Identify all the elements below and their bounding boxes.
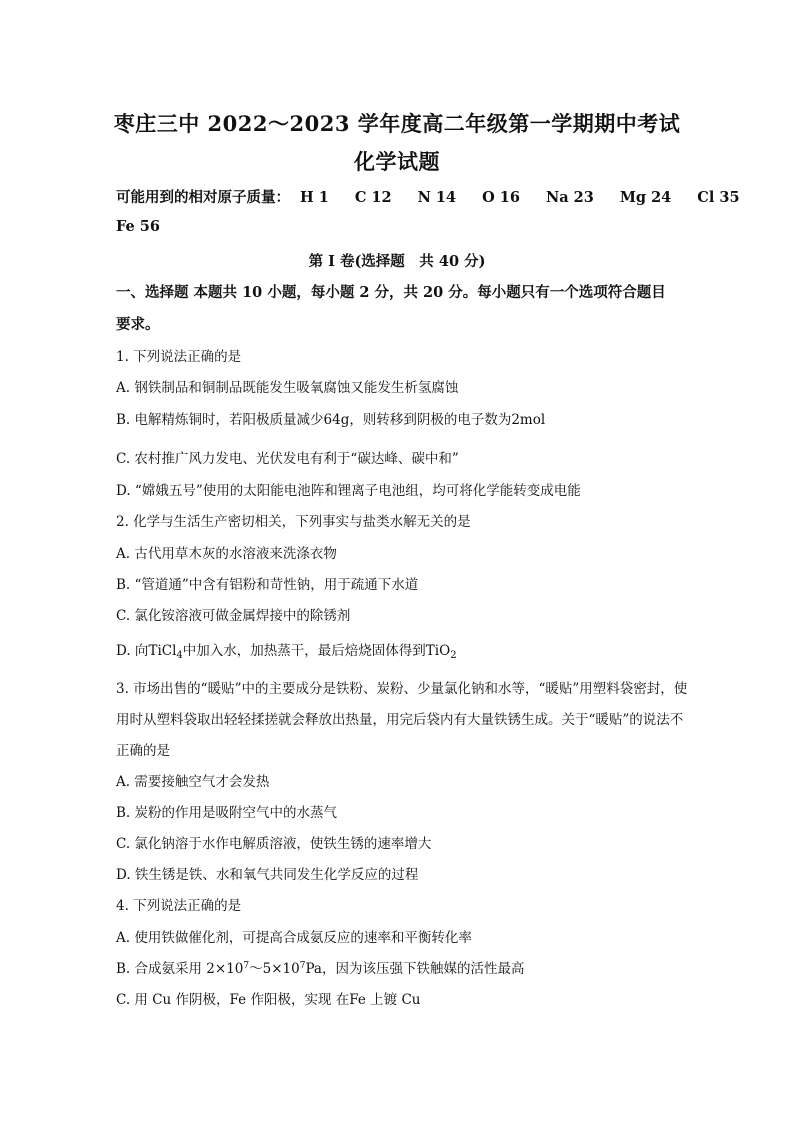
chemical-formula (148, 643, 182, 659)
math-expression: 64g (323, 412, 350, 428)
formula-text: TiCl (148, 643, 177, 659)
question-4-option-c: C. 用 Cu 作阴极，Fe 作阳极，实现 在Fe 上镀 Cu (116, 992, 421, 1008)
question-2-option-c: C. 氯化铵溶液可做金属焊接中的除锈剂 (116, 608, 351, 624)
formula-subscript: 4 (176, 650, 183, 661)
question-3-option-d: D. 铁生锈是铁、水和氧气共同发生化学反应的过程 (116, 867, 419, 883)
question-2-option-b: B. “管道通”中含有铝粉和苛性钠，用于疏通下水道 (116, 577, 419, 593)
atomic-mass-item: O 16 (482, 189, 520, 206)
option-text: B. 电解精炼铜时，若阳极质量减少 (116, 412, 324, 428)
question-4-option-b (116, 957, 684, 977)
question-4-stem: 4. 下列说法正确的是 (116, 898, 242, 914)
question-3-stem-cont: 正确的是 (116, 743, 170, 759)
exponent: 7 (243, 961, 250, 971)
question-3-option-c: C. 氯化钠溶于水作电解质溶液，使铁生锈的速率增大 (116, 836, 432, 852)
formula-text: TiO (425, 643, 451, 659)
exponent: 7 (299, 961, 306, 971)
atomic-mass-item: C 12 (354, 189, 392, 206)
question-2-option-a: A. 古代用草木灰的水溶液来洗涤衣物 (116, 546, 337, 562)
question-3-option-a: A. 需要接触空气才会发热 (116, 774, 270, 790)
formula-subscript: 2 (450, 650, 457, 661)
question-1-option-d: D. “嫦娥五号”使用的太阳能电池阵和锂离子电池组，均可将化学能转变成电能 (116, 483, 581, 499)
atomic-mass-item: H 1 (300, 189, 329, 206)
option-text: ～5×10 (249, 961, 300, 977)
option-text: 中加入水，加热蒸干，最后焙烧固体得到 (182, 643, 426, 659)
option-text: ，则转移到阴极的电子数为 (349, 412, 512, 428)
option-text: B. 合成氨采用 2×10 (116, 961, 244, 977)
question-1-option-a: A. 钢铁制品和铜制品既能发生吸氧腐蚀又能发生析氢腐蚀 (116, 380, 459, 396)
option-text: D. 向 (116, 643, 149, 659)
atomic-mass-line (116, 186, 740, 207)
question-3-stem: 3. 市场出售的“暖贴”中的主要成分是铁粉、炭粉、少量氯化钠和水等，“暖贴”用塑料袋密封，使 (116, 681, 688, 697)
atomic-mass-item: Na 23 (545, 189, 594, 206)
exam-subtitle: 化学试题 (354, 149, 440, 174)
atomic-mass-label: 可能用到的相对原子质量： (116, 189, 290, 206)
question-3-stem-cont: 用时从塑料袋取出轻轻揉搓就会释放出热量，用完后袋内有大量铁锈生成。关于“暖贴”的说法不 (116, 712, 684, 728)
chemical-formula (426, 643, 457, 659)
question-3-option-b: B. 炭粉的作用是吸附空气中的水蒸气 (116, 805, 338, 821)
question-1-option-c: C. 农村推广风力发电、光伏发电有利于“碳达峰、碳中和” (116, 451, 459, 467)
option-text: Pa，因为该压强下铁触媒的活性最高 (305, 961, 525, 977)
atomic-mass-item: N 14 (417, 189, 457, 206)
question-2-option-d (116, 639, 684, 659)
question-4-option-a: A. 使用铁做催化剂，可提高合成氨反应的速率和平衡转化率 (116, 930, 472, 946)
exam-title: 枣庄三中 2022～2023 学年度高二年级第一学期期中考试 (113, 111, 681, 136)
atomic-mass-item: Mg 24 (619, 189, 672, 206)
question-2-stem: 2. 化学与生活生产密切相关，下列事实与盐类水解无关的是 (116, 514, 471, 530)
math-expression: 2mol (511, 412, 546, 428)
question-1-stem: 1. 下列说法正确的是 (116, 349, 242, 365)
section-instruction: 一、选择题 本题共 10 小题，每小题 2 分，共 20 分。每小题只有一个选项符合题目 (116, 284, 666, 301)
section-instruction-cont: 要求。 (116, 316, 160, 333)
section-title: 第 I 卷(选择题 共 40 分) (308, 253, 486, 270)
question-1-option-b (116, 408, 684, 428)
atomic-mass-overflow: Fe 56 (116, 218, 160, 235)
atomic-mass-item: Cl 35 (697, 189, 740, 206)
